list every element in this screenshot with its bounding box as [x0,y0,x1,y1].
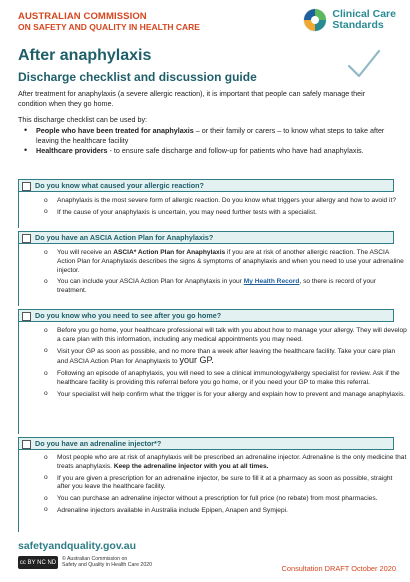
list-item: o Your specialist will help confirm what the trigger is for your allergy and explain how to prevent and manage anaphylaxis. [57,391,407,400]
list-item: o Adrenaline injectors available in Australia include Epipen, Anapen and Symjepi. [57,507,407,516]
my-health-record-link[interactable]: My Health Record [243,278,300,286]
checkbox[interactable] [22,312,31,321]
users-list [36,126,386,157]
list-item: o Following an episode of anaphylaxis, you will need to see a clinical immunology/allergy specialist for review. Ask if the healthcare facility is providing this referral before you go home, or if you need your GP to make this referral. [57,370,407,388]
list-item: o If the cause of your anaphylaxis is uncertain, you may need further tests with a specialist. [57,209,407,218]
section-header-cause [18,179,394,192]
section-body-adrenaline [18,450,407,532]
ccs-line1: Clinical Care [332,8,396,20]
commission-logo [18,12,200,32]
intro-usedby: This discharge checklist can be used by: [18,115,148,124]
checkbox[interactable] [22,182,31,191]
list-item: o Most people who are at risk of anaphylaxis will be prescribed an adrenaline injector. Adrenaline is the only medicine that treats anaphylaxis. Keep the adrenaline injector with you at all times. [57,454,407,472]
list-item: o You can include your ASCIA Action Plan for Anaphylaxis in your My Health Record, so there is record of your treatment. [57,278,407,296]
section-heading: Do you have an adrenaline injector*? [35,439,162,448]
website-link[interactable]: safetyandquality.gov.au [18,540,137,552]
list-item: o Anaphylaxis is the most severe form of allergic reaction. Do you know what triggers your allergy and how to avoid it? [57,197,407,206]
list-item: o If you are given a prescription for an adrenaline injector, be sure to fill it at a pharmacy as soon as possible, straight after you leave the healthcare facility. [57,475,407,493]
checkbox[interactable] [22,440,31,449]
copyright-notice: © Australian Commission on Safety and Quality in Health Care 2020 [62,556,152,569]
checkbox[interactable] [22,234,31,243]
section-header-adrenaline [18,437,394,450]
page-subtitle: Discharge checklist and discussion guide [18,70,257,84]
section-heading: Do you know who you need to see after you go home? [35,311,222,320]
list-item: o You can purchase an adrenaline injector without a prescription for full price (no rebate) from most pharmacies. [57,495,407,504]
checkmark-icon [346,48,382,80]
section-body-who-to-see [18,322,407,434]
page-title: After anaphylaxis [18,47,152,64]
list-item: • People who have been treated for anaphylaxis – or their family or carers – to know what steps to take after leaving the healthcare facility [36,126,386,145]
creative-commons-badge: cc BY NC ND [18,556,58,569]
list-item: o Before you go home, your healthcare professional will talk with you about how to manage your allergy. They will develop a care plan with this information, including any medical appointments you may need. [57,327,407,345]
section-body-cause [18,192,397,228]
list-item: • Healthcare providers - to ensure safe discharge and follow-up for patients who have had anaphylaxis. [36,146,386,156]
org-name-line1: AUSTRALIAN COMMISSION [18,11,147,22]
section-heading: Do you know what caused your allergic reaction? [35,181,204,190]
list-item: o Visit your GP as soon as possible, and no more than a week after leaving the healthcare facility. Take your care plan and ASCIA Action Plan for Anaphylaxis to your GP. [57,348,407,368]
section-header-who-to-see [18,309,394,322]
draft-notice: Consultation DRAFT October 2020 [281,564,396,573]
clinical-care-standards-logo [303,8,396,32]
org-name-line2: ON SAFETY AND QUALITY IN HEALTH CARE [18,22,200,32]
section-header-action-plan [18,231,394,244]
ccs-line2: Standards [332,19,384,31]
intro-paragraph: After treatment for anaphylaxis (a severe allergic reaction), it is important that people can safely manage their condition when they go home. [18,89,366,108]
list-item: o You will receive an ASCIA* Action Plan for Anaphylaxis if you are at risk of another allergic reaction. The ASCIA Action Plan for Anaphylaxis describes the signs & symptoms of anaphylaxis and when you need to use your adrenaline injector. [57,249,407,275]
section-heading: Do you have an ASCIA Action Plan for Anaphylaxis? [35,233,214,242]
section-body-action-plan [18,244,404,306]
ccs-logo-icon [303,8,327,32]
